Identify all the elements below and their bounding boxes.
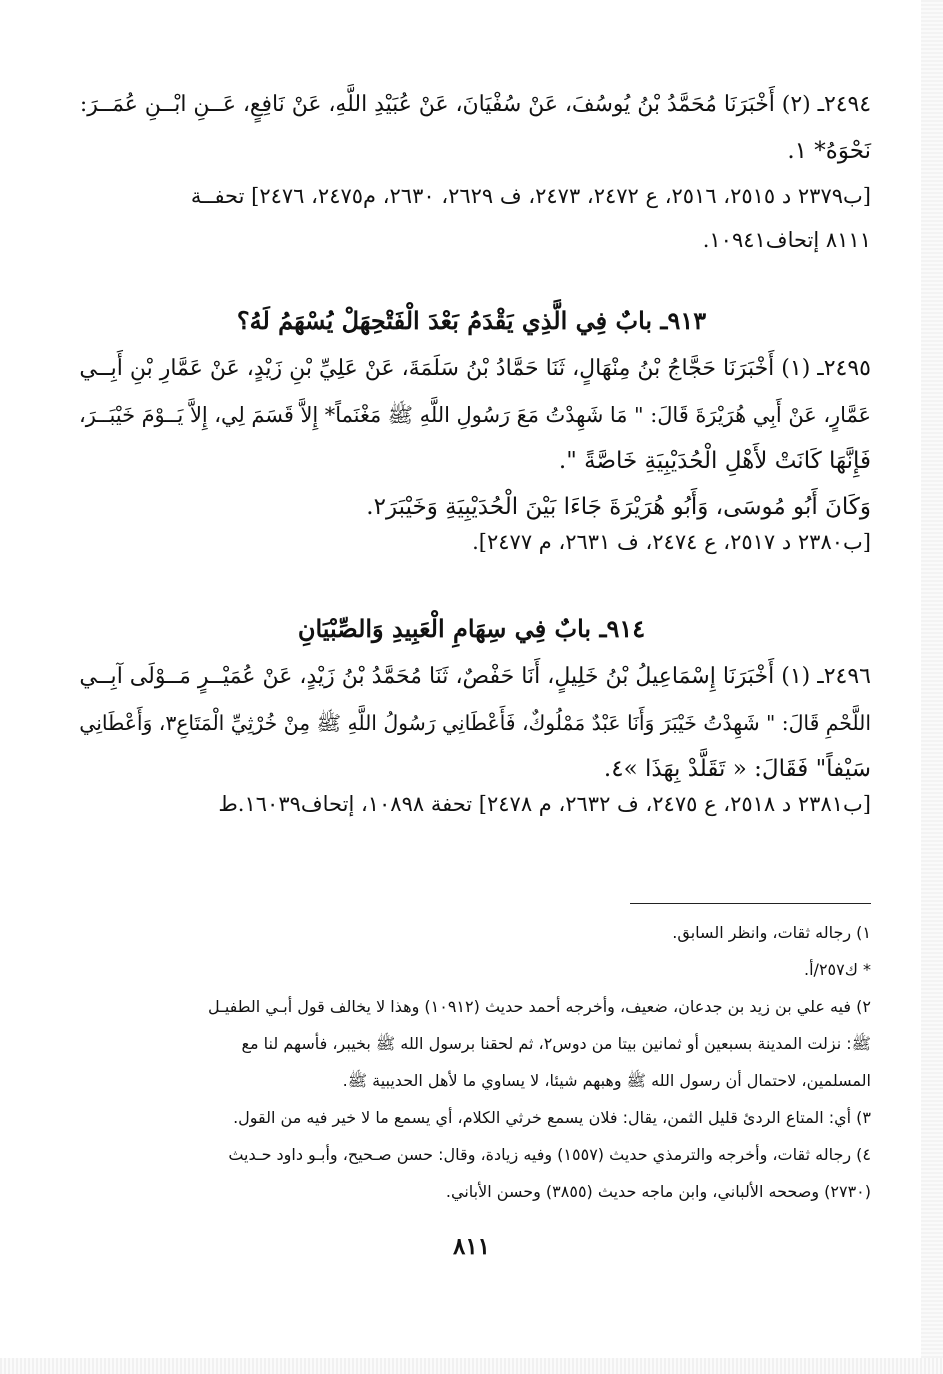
hadith-2496 bbox=[71, 654, 871, 792]
hadith-2495-ref: [ب٢٣٨٠ د ٢٥١٧، ع ٢٤٧٤، ف ٢٦٣١، م ٢٤٧٧]. bbox=[472, 530, 871, 554]
chapter-913-title: ٩١٣ـ بابٌ فِي الَّذِي يَقْدَمُ بَعْدَ الْفَتْحِهَلْ يُسْهَمُ لَهُ؟ bbox=[236, 306, 707, 335]
footnote-2-line-1: ٢) فيه علي بن زيد بن جدعان، ضعيف، وأخرجه أحمد حديث (١٠٩١٢) وهذا لا يخالف قول أبـي الطفيـل bbox=[208, 997, 871, 1016]
hadith-2494-line-1: ٢٤٩٤ـ (٢) أَخْبَرَنَا مُحَمَّدُ بْنُ يُوسُفَ، عَنْ سُفْيَانَ، عَنْ عُبَيْدِ اللَّهِ، عَنْ نَافِعٍ، عَــنِ ابْــنِ عُمَــرَ: bbox=[79, 92, 871, 117]
footnote-separator bbox=[630, 903, 871, 904]
hadith-2496-references bbox=[71, 782, 871, 826]
hadith-2496-ref: [ب٢٣٨١ د ٢٥١٨، ع ٢٤٧٥، ف ٢٦٣٢، م ٢٤٧٨] تحفة ١٠٨٩٨، إتحاف١٦٠٣٩.ط bbox=[218, 792, 871, 816]
footnote-1: ١) رجاله ثقات، وانظر السابق. bbox=[672, 923, 871, 942]
footnote-2-line-2: ﷺ: نزلت المدينة بسبعين أو ثمانين بيتا من دوس٢، ثم لحقنا برسول الله ﷺ بخيبر، فأسهم لنا مع bbox=[241, 1034, 871, 1053]
footnote-4-line-1: ٤) رجاله ثقات، وأخرجه والترمذي حديث (١٥٥٧) وفيه زيادة، وقال: حسن صـحيح، وأبـو داود حـديث bbox=[228, 1145, 871, 1164]
hadith-2495-line-1: ٢٤٩٥ـ (١) أَخْبَرَنَا حَجَّاجُ بْنُ مِنْهَالٍ، ثَنَا حَمَّادُ بْنُ سَلَمَةَ، عَنْ عَلِيِّ بْنِ زَيْدٍ، عَنْ عَمَّارِ بْنِ أَبِــي bbox=[79, 356, 871, 381]
footnotes bbox=[71, 914, 871, 1210]
hadith-2494 bbox=[71, 82, 871, 174]
hadith-2496-line-1: ٢٤٩٦ـ (١) أَخْبَرَنَا إِسْمَاعِيلُ بْنُ خَلِيلٍ، أَنَا حَفْصٌ، ثَنَا مُحَمَّدُ بْنُ زَيْدٍ، عَنْ عُمَيْــرٍ مَــوْلَى آبِــي bbox=[79, 664, 871, 689]
footnote-3: ٣) أي: المتاع الردئ قليل الثمن، يقال: فلان يسمع خرثي الكلام، أي يسمع ما لا خير فيه من القول. bbox=[233, 1108, 871, 1127]
hadith-2496-line-3: سَيْفاً" فَقَالَ: « تَقَلَّدْ بِهَذَا »٤. bbox=[603, 756, 871, 782]
hadith-2495-line-4: وَكَانَ أَبُو مُوسَى، وَأَبُو هُرَيْرَةَ جَاءَا بَيْنَ الْحُدَيْبِيَةِ وَخَيْبَرَ٢. bbox=[366, 494, 871, 520]
hadith-2495-line-3: فَإِنَّهَا كَانَتْ لأَهْلِ الْحُدَيْبِيَةِ خَاصَّةً ". bbox=[558, 448, 871, 474]
page-edge-right bbox=[921, 0, 943, 1374]
hadith-2494-ref-line-2: ٨١١١ إتحاف١٠٩٤١. bbox=[702, 228, 871, 252]
hadith-2495-line-2: عَمَّارٍ، عَنْ أَبِي هُرَيْرَةَ قَالَ: " مَا شَهِدْتُ مَعَ رَسُولِ اللَّهِ ﷺ مَغْنَماً* إِلاَّ قَسَمَ لِي، إِلاَّ يَــوْمَ خَيْبَــرَ، bbox=[79, 403, 871, 427]
footnote-2-line-3: المسلمين، لاحتمال أن رسول الله ﷺ وهبهم شيئا، لا يساوي ما لأهل الحديبية ﷺ. bbox=[342, 1071, 871, 1090]
footnote-4-line-2: (٢٧٣٠) وصححه الألباني، وابن ماجه حديث (٣٨٥٥) وحسن الأباني. bbox=[445, 1182, 871, 1201]
chapter-914-title: ٩١٤ـ بابٌ فِي سِهَامِ الْعَبِيدِ وَالصِّبْيَانِ bbox=[297, 614, 646, 643]
page-number: ٨١١ bbox=[452, 1233, 491, 1260]
hadith-2494-references bbox=[71, 174, 871, 262]
hadith-2496-line-2: اللَّحْمِ قَالَ: " شَهِدْتُ خَيْبَرَ وَأَنَا عَبْدٌ مَمْلُوكٌ، فَأَعْطَانِي رَسُولُ اللَّهِ ﷺ مِنْ خُرْثِيِّ الْمَتَاعِ٣، وَأَعْطَانِي bbox=[79, 711, 871, 735]
footnote-star: * ك٢٥٧/أ. bbox=[804, 960, 871, 979]
hadith-2494-ref-line-1: [ب٢٣٧٩ د ٢٥١٥، ٢٥١٦، ع ٢٤٧٢، ٢٤٧٣، ف ٢٦٢٩، ٢٦٣٠، م٢٤٧٥، ٢٤٧٦] تحفــة bbox=[190, 184, 871, 208]
hadith-2494-line-2: نَحْوَهُ* ١. bbox=[787, 138, 871, 164]
page-edge-bottom bbox=[0, 1358, 943, 1374]
hadith-2495-references bbox=[71, 520, 871, 564]
hadith-2495 bbox=[71, 346, 871, 530]
